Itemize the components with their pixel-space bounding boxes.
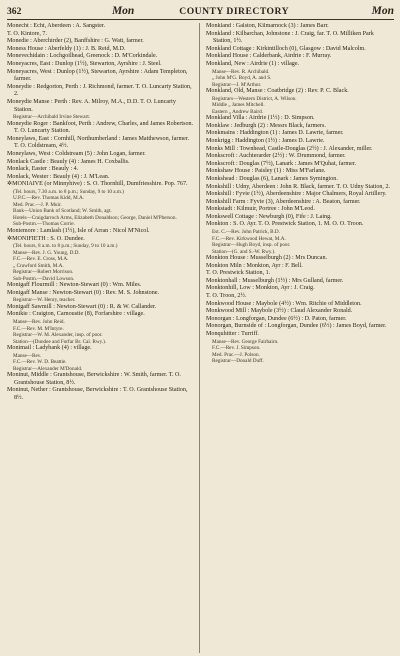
directory-subentry: Station—(G. and S.-W. Rwy.).: [212, 248, 276, 255]
directory-entry: T. O. Troon, 2½.: [206, 293, 247, 300]
page-number: 362: [7, 6, 22, 17]
directory-subentry: Station—(Dundee and Forfar Br. Cal. Rwy.).: [13, 338, 107, 345]
header-right-word: Mon: [371, 5, 394, 17]
directory-entry: Monkshill : Udny, Aberdeen : John R. Black, farmer. T. O. Udny Station, 2.: [206, 183, 391, 190]
directory-entry: Moninut, Nether : Grantshouse, Berwickshire : T. O. Grantshouse Station, 8½.: [7, 387, 188, 401]
directory-entry: ✲MONIFIETH : S. O. Dundee.: [7, 235, 85, 242]
directory-entry: Monktonhall : Musselburgh (1½) : Mrs Gulland, farmer.: [206, 277, 344, 284]
directory-entry: Monkland House : Calderbank, Airdrie : F. Murray.: [206, 53, 332, 60]
directory-entry: Moneylaws, West : Coldstream (5) : John Logan, farmer.: [7, 151, 146, 157]
directory-subentry: Manse—Rev. George Fairbairn.: [212, 338, 279, 345]
directory-entry: Moninut, Middle : Grantshouse, Berwickshire : W. Smith, farmer. T. O. Grantshouse Station, 8½.: [7, 372, 181, 386]
page-header: [7, 4, 394, 18]
right-column: [206, 23, 394, 653]
directory-entry: Monkshill Farm : Fyvie (3), Aberdeenshire : A. Beaton, farmer.: [206, 198, 361, 205]
directory-subentry: Hotels—Craigdarroch Arms, Elizabeth Donaldson; George, Daniel M'Pherson.: [13, 214, 177, 221]
directory-columns: [7, 23, 394, 653]
directory-entry: Monkland, Old, Manse : Coatbridge (2) : Rev. P. C. Black.: [206, 88, 349, 95]
directory-subentry: Registrar—W. Henry, teacher.: [13, 297, 76, 304]
directory-entry: Monklaw : Jedburgh (2) : Messrs Black, farmers.: [206, 122, 326, 129]
directory-entry: Monkscroft : Auchterarder (2½) : W. Drummond, farmer.: [206, 153, 346, 160]
directory-entry: Monkton House : Musselburgh (2) : Mrs Duncan.: [206, 255, 328, 262]
directory-subentry: Manse—Rev. J. G. Young, D.D.: [13, 249, 80, 256]
directory-entry: Moness House : Aberfeldy (1) : J. B. Reid, M.D.: [7, 45, 126, 52]
directory-subentry: Registrar—J. M'Arthur.: [212, 81, 262, 88]
directory-entry: Monkshead : Douglas (6), Lanark : James Symington.: [206, 175, 338, 182]
directory-entry: Monkland : Kilbarchan, Johnstone : J. Craig, far. T. O. Milliken Park Station, 1½.: [206, 30, 374, 45]
directory-entry: Monkwood Mill : Maybole (3½) : Claud Alexander Ronald.: [206, 308, 353, 315]
directory-entry: Moneylaws, East : Cornhill, Northumberland : James Matthewson, farmer. T. O. Coldstream, 4½.: [7, 135, 190, 150]
directory-entry: Monevechidain : Lochgoilhead, Greenock : D. M'Corkindale.: [7, 53, 158, 60]
directory-subentry: Sub-Postm.—Thomas Corrie.: [13, 221, 75, 228]
directory-entry: Monkland Villa : Airdrie (1½) : D. Simpson.: [206, 115, 315, 122]
directory-entry: Moneydie : Redgorton, Perth : J. Richmond, farmer. T. O. Luncarty Station, 2.: [7, 83, 192, 98]
left-column: [7, 23, 200, 653]
directory-subentry: U.P.C.—Rev. Thomas Kidd, M.A.: [13, 195, 85, 202]
directory-subentry: (Tel. hours, 8 a.m. to 8 p.m.; Sunday, 9 to 10 a.m.): [13, 243, 118, 250]
directory-entry: Monkshaw House : Paisley (1) : Miss M'Farlane.: [206, 168, 326, 175]
directory-entry: Monkland : Galston, Kilmarnock (3) : James Barr.: [206, 23, 329, 29]
directory-subentry: Middle „ James Mitchell.: [212, 102, 265, 109]
directory-subentry: F.C.—Rev. J. Simpson.: [212, 345, 261, 352]
directory-subentry: Sub-Postm.—David Lowson.: [13, 275, 75, 282]
directory-entry: T. O. Kintore, 7.: [7, 30, 47, 37]
directory-subentry: Manse—Rev. John Reid.: [13, 319, 65, 326]
directory-entry: Monigaff Sawmill : Newton-Stewart (0) : R. & W. Callander.: [7, 303, 157, 310]
directory-entry: Monigaff Flourmill : Newton-Stewart (0) : Wm. Miles.: [7, 282, 142, 289]
directory-subentry: Manse—Rev.: [13, 352, 42, 359]
header-rule: [7, 19, 394, 20]
directory-subentry: „ John M'G. Boyd, A. and S.: [212, 75, 272, 82]
directory-entry: Monkshill : Fyvie (1½), Aberdeenshire : Major Chalmers, Royal Artillery.: [206, 191, 387, 198]
directory-subentry: Registrar—Alexander M'Donald.: [13, 365, 83, 372]
directory-entry: Monecht : Echt, Aberdeen : A. Sangster.: [7, 23, 105, 29]
directory-entry: Monkton : S. O. Ayr. T. O. Prestwick Station, 1. M. O. O. Troon.: [206, 221, 364, 228]
directory-subentry: Registrar—Archibald Irvine Stewart.: [13, 114, 91, 121]
directory-entry: Moneyacres, East : Dunlop (1½), Stewarton, Ayrshire : J. Steel.: [7, 60, 162, 67]
directory-subentry: Est. C.—Rev. John Patrick, B.D.: [212, 229, 280, 236]
directory-subentry: F.C.—Rev. M. M'Intyre.: [13, 325, 64, 332]
directory-entry: Monlack Castle : Beauly (4) : James H. Coxballis.: [7, 158, 130, 165]
directory-entry: Monkwood House : Maybole (4½) : Wm. Ritchie of Middleton.: [206, 300, 362, 307]
directory-entry: Monkmains : Haddington (1) : James D. Lawrie, farmer.: [206, 130, 344, 137]
directory-entry: Monktonhill, Low : Monkton, Ayr : J. Craig.: [206, 285, 315, 292]
directory-subentry: Registrar—Donald Duff.: [212, 358, 264, 365]
directory-subentry: Bank—Union Bank of Scotland; W. Smith, agt.: [13, 208, 112, 215]
directory-subentry: Eastern „ Andrew Baird.: [212, 108, 263, 115]
directory-entry: T. O. Prestwick Station, 1.: [206, 270, 271, 277]
directory-entry: Moneydie Manse : Perth : Rev. A. Milroy, M.A., D.D. T. O. Luncarty Station.: [7, 98, 176, 113]
directory-entry: Monedie : Aberchirder (2), Banffshire : G. Watt, farmer.: [7, 38, 144, 45]
directory-entry: ✲MONIAIVE (or Minnyhive) : S. O. Thornhill, Dumfriesshire. Pop. 767.: [7, 181, 188, 188]
directory-entry: Moneydie Roger : Bankfoot, Perth : Andrew, Charles, and James Robertson. T. O. Luncarty Station.: [7, 120, 194, 135]
directory-entry: Monkscroft : Douglas (7½), Lanark : James M'Quhat, farmer.: [206, 160, 357, 167]
directory-entry: Monikie : Craigton, Carnoustie (8), Forfarshire : village.: [7, 311, 145, 318]
directory-entry: Monkrigg : Haddington (1½) : James D. Lawrie.: [206, 137, 325, 144]
directory-subentry: Manse—Rev. R. Archibald.: [212, 68, 270, 75]
directory-entry: Monlack, Wester : Beauly (4) : J. M'Lean.: [7, 173, 110, 180]
directory-subentry: F.C.—Rev. W. D. Beattie.: [13, 359, 67, 366]
directory-entry: Monkton Miln : Monkton, Ayr : F. Bell.: [206, 262, 303, 269]
directory-entry: Monkland Cottage : Kirkintilloch (0), Glasgow : David Malcolm.: [206, 45, 366, 52]
directory-subentry: (Tel. hours, 7.30 a.m. to 8 p.m.; Sunday, 9 to 10 a.m.): [13, 188, 124, 195]
directory-entry: Monorgan, Burnside of : Longforgan, Dundee (6½) : James Boyd, farmer.: [206, 323, 387, 330]
directory-subentry: Med. Prac.—J. Polson.: [212, 351, 260, 358]
directory-subentry: Registrars—Western District, A. Wilson.: [212, 95, 297, 102]
directory-entry: Monorgan : Longforgan, Dundee (6½) : D. Paton, farmer.: [206, 315, 347, 322]
directory-entry: Monkstadt : Kilmuir, Portree : John M'Leod.: [206, 206, 315, 213]
directory-entry: Monigaff Manse : Newton-Stewart (0) : Rev. M. S. Johnstone.: [7, 289, 159, 296]
directory-subentry: Registrar—Robert Morrison.: [13, 269, 74, 276]
directory-subentry: Med. Prac.—J. P. Muir.: [13, 201, 62, 208]
directory-entry: Monkland, New : Airdrie (1) : village.: [206, 60, 300, 67]
directory-subentry: F.C.—Rev. E. Cross, M.A.: [13, 256, 69, 263]
directory-entry: Monkswell Cottage : Newburgh (0), Fife : J. Laing.: [206, 213, 332, 220]
directory-subentry: „ Crawford Smith, M.A.: [13, 262, 64, 269]
header-left-word: Mon: [111, 5, 135, 17]
directory-subentry: F.C.—Rev. Kirkwood Hewat, M.A.: [212, 235, 286, 242]
directory-entry: Moniemore : Lamlash (1½), Isle of Arran : Nicol M'Nicol.: [7, 227, 150, 234]
page-title: COUNTY DIRECTORY: [179, 6, 290, 17]
directory-entry: Monlack, Easter : Beauly : 4.: [7, 166, 79, 173]
directory-subentry: Registrar—W. M. Alexander, insp. of poor.: [13, 332, 103, 339]
directory-entry: Monimail : Ladybank (4) : village.: [7, 345, 92, 352]
directory-entry: Monquhitter : Turriff.: [206, 331, 259, 337]
directory-entry: Moneyacres, West : Dunlop (1½), Stewarton, Ayrshire : Adam Templeton, farmer.: [7, 68, 188, 83]
directory-entry: Monks Mill : Townhead, Castle-Douglas (2½) : J. Alexander, miller.: [206, 145, 373, 152]
directory-subentry: Registrar—Hugh Boyd, insp. of poor.: [212, 242, 291, 249]
